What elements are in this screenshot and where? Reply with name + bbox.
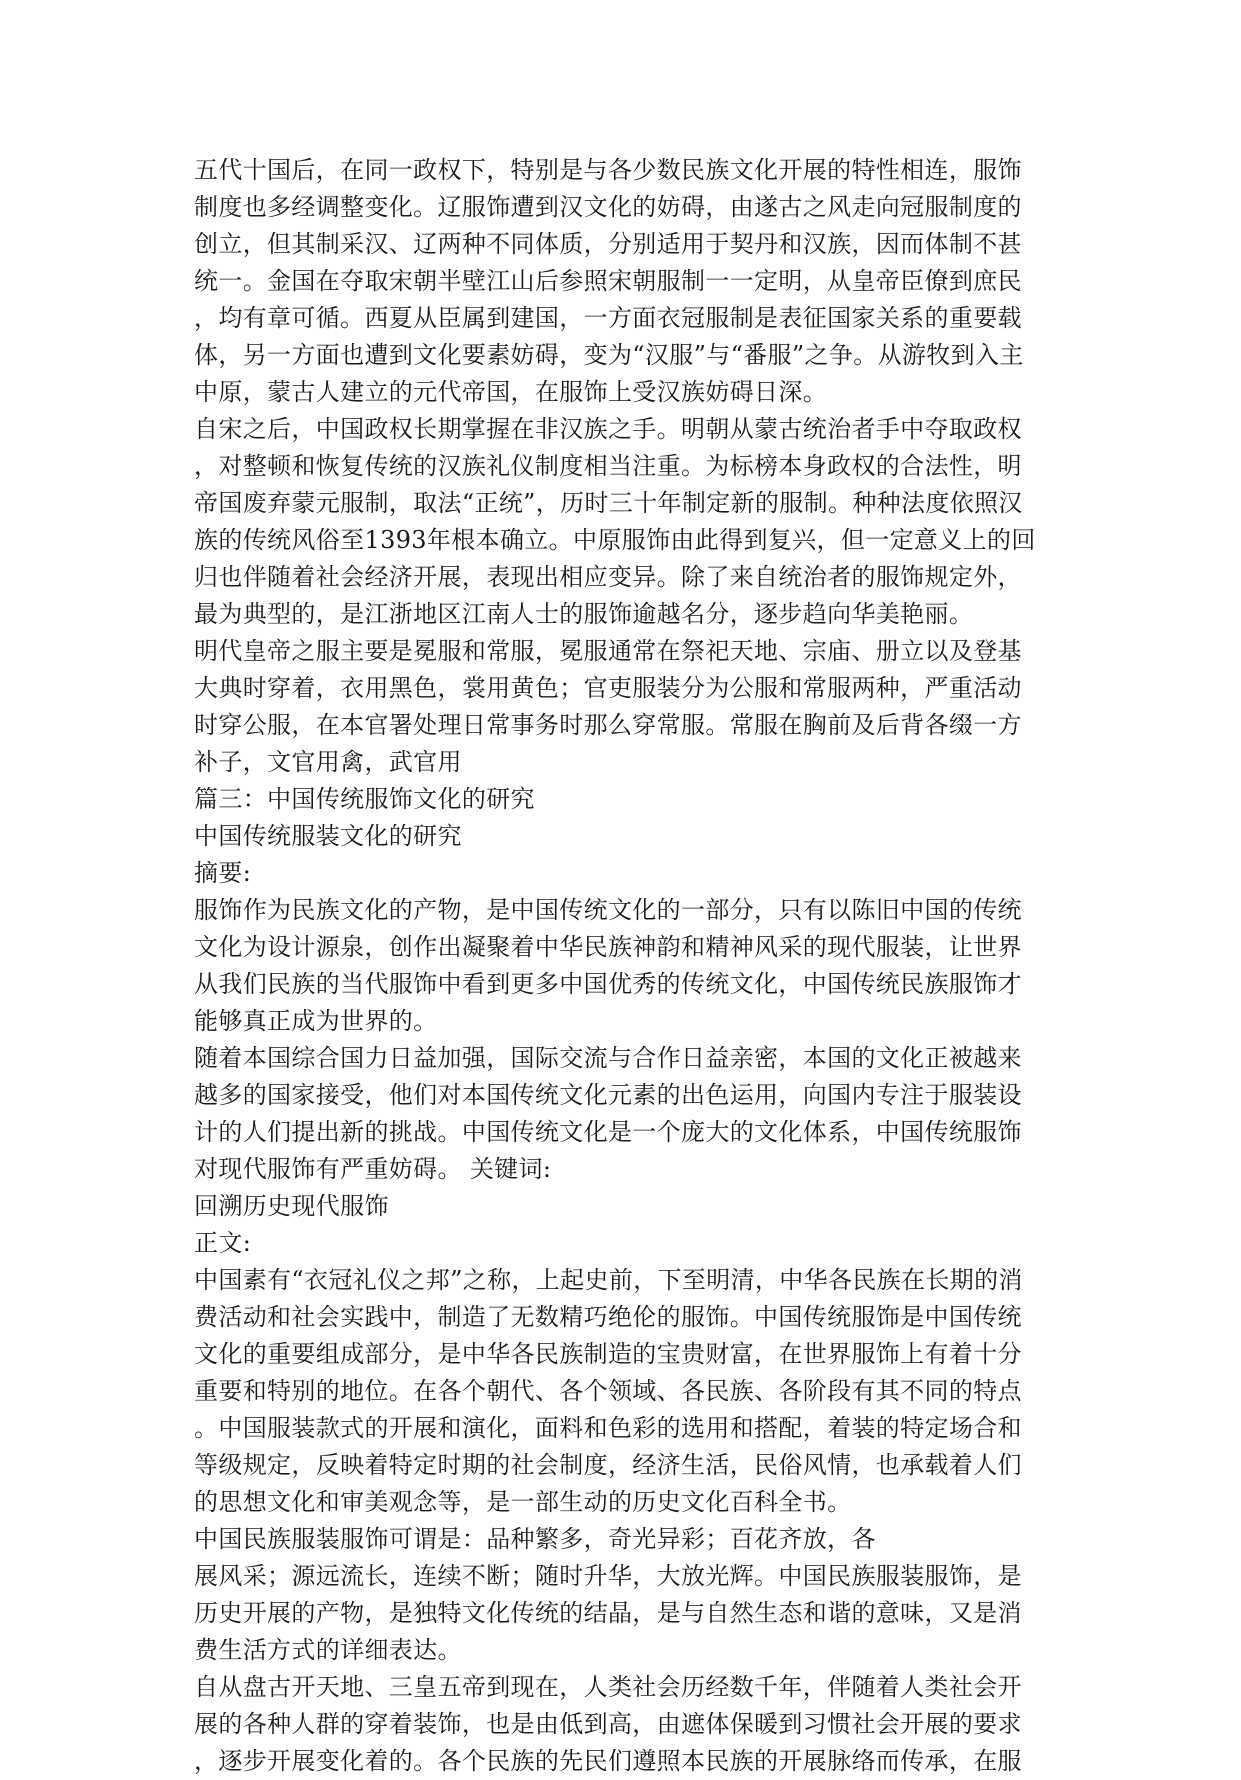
- text-line: 文化的重要组成部分，是中华各民族制造的宝贵财富，在世界服饰上有着十分: [194, 1340, 1022, 1368]
- text-line: 对现代服饰有严重妨碍。 关键词:: [194, 1155, 552, 1183]
- text-line: 族的传统风俗至1393年根本确立。中原服饰由此得到复兴，但一定意义上的回: [194, 526, 1036, 554]
- text-line: 历史开展的产物，是独特文化传统的结晶，是与自然生态和谐的意味，又是消: [194, 1599, 1022, 1627]
- text-line: 自从盘古开天地、三皇五帝到现在，人类社会历经数千年，伴随着人类社会开: [194, 1673, 1022, 1701]
- text-line: 费活动和社会实践中，制造了无数精巧绝伦的服饰。中国传统服饰是中国传统: [194, 1303, 1022, 1331]
- text-line: 的思想文化和审美观念等，是一部生动的历史文化百科全书。: [194, 1488, 852, 1516]
- text-line: 。中国服装款式的开展和演化，面料和色彩的选用和搭配，着装的特定场合和: [194, 1414, 1022, 1442]
- text-line: 费生活方式的详细表达。: [194, 1636, 462, 1664]
- text-line: 时穿公服，在本官署处理日常事务时那么穿常服。常服在胸前及后背各缀一方: [194, 711, 1022, 739]
- text-line: 从我们民族的当代服饰中看到更多中国优秀的传统文化，中国传统民族服饰才: [194, 970, 1022, 998]
- text-line: 大典时穿着，衣用黑色，裳用黄色；官吏服装分为公服和常服两种，严重活动: [194, 674, 1022, 702]
- text-line: 越多的国家接受，他们对本国传统文化元素的出色运用，向国内专注于服装设: [194, 1081, 1022, 1109]
- text-line: 中国素有“衣冠礼仪之邦”之称，上起史前，下至明清，中华各民族在长期的消: [194, 1266, 1023, 1294]
- text-line: 统一。金国在夺取宋朝半壁江山后参照宋朝服制一一定明，从皇帝臣僚到庶民: [194, 267, 1022, 295]
- text-line: 展风采；源远流长，连续不断；随时升华，大放光辉。中国民族服装服饰，是: [194, 1562, 1022, 1590]
- text-line: 帝国废弃蒙元服制，取法“正统”，历时三十年制定新的服制。种种法度依照汉: [194, 489, 1023, 517]
- text-line: 篇三：中国传统服饰文化的研究: [194, 785, 535, 813]
- text-line: ，对整顿和恢复传统的汉族礼仪制度相当注重。为标榜本身政权的合法性，明: [194, 452, 1022, 480]
- text-line: 体，另一方面也遭到文化要素妨碍，变为“汉服”与“番服”之争。从游牧到入主: [194, 341, 1024, 369]
- text-line: 回溯历史现代服饰: [194, 1192, 389, 1220]
- text-line: 展的各种人群的穿着装饰，也是由低到高，由遮体保暖到习惯社会开展的要求: [194, 1710, 1022, 1738]
- text-line: 制度也多经调整变化。辽服饰遭到汉文化的妨碍，由遂古之风走向冠服制度的: [194, 193, 1022, 221]
- text-line: 能够真正成为世界的。: [194, 1007, 438, 1035]
- text-line: 明代皇帝之服主要是冕服和常服，冕服通常在祭祀天地、宗庙、册立以及登基: [194, 637, 1022, 665]
- text-line: 重要和特别的地位。在各个朝代、各个领域、各民族、各阶段有其不同的特点: [194, 1377, 1022, 1405]
- text-line: 五代十国后，在同一政权下，特别是与各少数民族文化开展的特性相连，服饰: [194, 156, 1022, 184]
- text-line: 计的人们提出新的挑战。中国传统文化是一个庞大的文化体系，中国传统服饰: [194, 1118, 1022, 1146]
- text-line: 摘要:: [194, 859, 252, 887]
- text-line: 最为典型的，是江浙地区江南人士的服饰逾越名分，逐步趋向华美艳丽。: [194, 600, 974, 628]
- text-line: 正文:: [194, 1229, 252, 1257]
- text-line: 随着本国综合国力日益加强，国际交流与合作日益亲密，本国的文化正被越来: [194, 1044, 1022, 1072]
- text-line: 文化为设计源泉，创作出凝聚着中华民族神韵和精神风采的现代服装，让世界: [194, 933, 1022, 961]
- text-line: 补子，文官用禽，武官用: [194, 748, 462, 776]
- document-body: [194, 152, 1054, 1780]
- text-line: 归也伴随着社会经济开展，表现出相应变异。除了来自统治者的服饰规定外，: [194, 563, 1022, 591]
- text-line: 自宋之后，中国政权长期掌握在非汉族之手。明朝从蒙古统治者手中夺取政权: [194, 415, 1022, 443]
- text-line: 中国传统服装文化的研究: [194, 822, 462, 850]
- text-line: 中国民族服装服饰可谓是：品种繁多，奇光异彩；百花齐放，各: [194, 1525, 876, 1553]
- text-line: 中原，蒙古人建立的元代帝国，在服饰上受汉族妨碍日深。: [194, 378, 828, 406]
- text-line: ，均有章可循。西夏从臣属到建国，一方面衣冠服制是表征国家关系的重要载: [194, 304, 1022, 332]
- text-line: 等级规定，反映着特定时期的社会制度，经济生活，民俗风情，也承载着人们: [194, 1451, 1022, 1479]
- text-line: ，逐步开展变化着的。各个民族的先民们遵照本民族的开展脉络而传承，在服: [194, 1747, 1022, 1775]
- text-line: 服饰作为民族文化的产物，是中国传统文化的一部分，只有以陈旧中国的传统: [194, 896, 1022, 924]
- text-line: 创立，但其制采汉、辽两种不同体质，分别适用于契丹和汉族，因而体制不甚: [194, 230, 1022, 258]
